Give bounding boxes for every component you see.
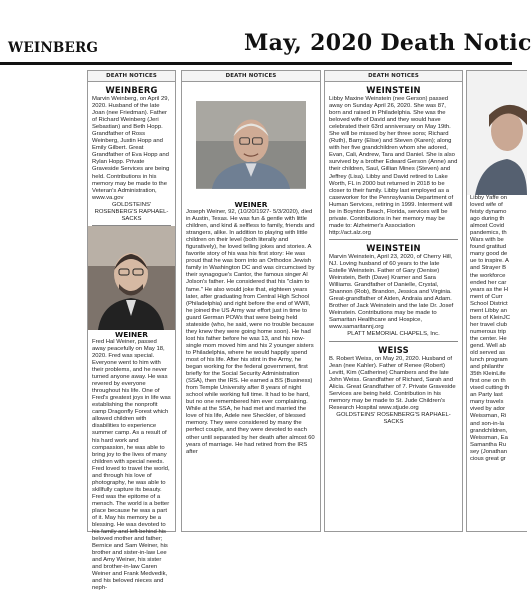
notice-column-4-partial [466,70,527,532]
funeral-home-signoff: PLATT MEMORIAL CHAPELS, Inc. [347,331,440,338]
clipped-text-line: and son-in-la [470,420,505,427]
clipped-text-line: found gratitud [470,244,507,251]
notice-heading-weinstein-marvin: WEINSTEIN [366,242,421,253]
clipped-text-line: Weissman, Ri [470,413,507,420]
clipped-text-line: old served as [470,350,506,357]
photo-caption: WEINER [234,200,268,209]
clipped-text-line: her travel club [470,321,507,328]
notice-column-1 [87,70,176,592]
section-strip: DEATH NOTICES [88,71,175,82]
clipped-text-line: vived by ador [470,406,506,413]
notice-body-partial [467,195,527,463]
notice-heading-weinberg: WEINBERG [105,85,158,95]
notice-body-fred-weiner: Fred Hal Weiner, passed away peacefully on May 18, 2020. Fred was special. Everyone went to him with their problems, and he never turned anyone away. He was revered by everyone throughout his life. One of Fred's greatest joys in life was establishing the nonprofit camp Dragonfly Forest which allowed children with disabilities to experience summer camp. As a result of his hard work and compassion, he was able to bring joy to the lives of many children with special needs. Fred loved to travel the world, and through his love of photography, he was able to skillfully capture its beauty. Fred was the epitome of a mensch. The world is a better place because he was a part of it. May his memory be a blessing. He was devoted to his family and left behind his beloved mother and father; Bernice and Sam Weiner, his brother and sister-in-law Lee and Amy Weiner, his sister and brother-in-law Caren Weiner and Frank Medvedik, and his beloved nieces and neph- [92,338,171,592]
clipped-text-line: Weissman, Ea [470,434,508,441]
notice-divider [329,239,458,240]
portrait-photo-joseph-weiner [196,90,306,200]
clipped-text-line: gend. Well ab [470,342,506,349]
section-strip: DEATH NOTICES [182,71,320,82]
notice-column-3 [324,70,463,532]
notice-body-joseph-weiner: Joseph Weiner, 92, (10/20/1927- 5/3/2020), died in Austin, Texas. He was fun & gentle with little children, and kind & selfless to family, friends and strangers, alike. In addition to playing with little children on their level (both literally and figuratively), he loved telling jokes and stories. A favorite story of his was his first story: He was proud that he was born into an Orthodox Jewish family in Washington DC and was circumcised by their synagogue's Cantor, the famous singer Al Jolson's father. He considered that his "claim to fame." He also would joke that, eighteen years later, after graduating from Central High School (Philadelphia) and right before the end of WWII, he joined the US Army war effort just in time to guard German POWs that were being held stateside (who, he said, were no trouble because they knew they were going home soon). He had lost his father before he was 13, and his now-single mom moved him and his 2 younger sisters to Philadelphia, where he would happily spend most of his life. After his stint in the Army, he began working for the federal government, first briefly for the Social Security Administration (SSA), then the IRS. He earned a BS (Business) from Temple University after 8 years of night school while working full time. It had to be hard, but no one remembered him ever complaining. While at the SSA, he had met and married the love of his life, Adele nee Sheckler, of blessed memory. They were considered by many the perfect couple, and they were devoted to each other until separated by her death after almost 60 years of marriage. He had retired from the IRS after [186,209,315,455]
clipped-text-line: ment of Curr [470,293,503,300]
clipped-text-line: grandchildren, [470,427,508,434]
header-rule [0,62,512,65]
clipped-text-line: ment Libby an [470,307,508,314]
clipped-text-line: Samantha Ru [470,441,507,448]
notice-column-2 [181,70,321,532]
clipped-text-line: ago during th [470,216,505,223]
clipped-text-line: years as the H [470,286,508,293]
clipped-text-line: cious great gr [470,455,506,462]
clipped-text-line: numerous trip [470,328,507,335]
photo-caption: WEINER [115,329,148,339]
notice-divider [329,341,458,342]
clipped-text-line: the center. He [470,335,507,342]
funeral-home-signoff: GOLDSTEINS' ROSENBERG'S RAPHAEL-SACKS [336,411,451,425]
running-head-section: WEINBERG [8,40,99,56]
notice-heading-weiss: WEISS [378,344,409,355]
clipped-text-line: almost Covid [470,223,505,230]
clipped-text-line: sey (Jonathan [470,448,508,455]
clipped-text-line: ue to inspire. A [470,258,509,265]
clipped-text-line: pandemics, th [470,230,507,237]
funeral-home-signoff: GOLDSTEINS' ROSENBERG'S RAPHAEL-SACKS [94,201,169,222]
clipped-text-line: an Party last [470,392,503,399]
clipped-text-line: Wars with be [470,237,504,244]
clipped-text-line: and Strayer B [470,265,507,272]
clipped-text-line: the workforce [470,272,506,279]
notice-body-weinstein-marvin: Marvin Weinstein, April 23, 2020, of Cherry Hill, NJ. Loving husband of 60 years to the late Estelle Weinstein. Father of Gary (Denise) Weinstein, Beth (Dave) Kramer and Sara Williams. Grandfather of Danielle, Crystal, Shannon (Rob), Brandon, Jessica and Virginia. Great-grandfather of Aiden, Andraia and Adam. Brother of Jack Weinstein and the late Dr. Josef Weinstein. Contributions may be made to Samaritan Healthcare and Hospice, www.samaritannj.org [329,253,454,331]
portrait-photo-libby-yaffe [467,71,527,195]
page-title: May, 2020 Death Notic [244,30,532,56]
clipped-text-line: first one on th [470,378,506,385]
clipped-text-line: many good de [470,251,508,258]
clipped-text-line: ended her car [470,279,507,286]
notice-heading-weinstein-libby: WEINSTEIN [366,85,421,95]
notice-body-weinstein-libby: Libby Maxine Weinstein (nee Gerson) passed away on Sunday April 26, 2020. She was 87, born and raised in Philadelphia. She was the beloved wife of David and they would have celebrated their 63rd anniversary on May 19th. She will be missed by her three sons; Richard (Ruth), Barry (Elise) and Steven (Karen); along with her five grandchildren whom she adored, Evan, Cali, Andrew, Tara and Daniel. She is also survived by a brother Edward Gerson (Anne) and their children, Saul, Gillian Mines (Steven) and Jeffrey (Lisa). Libby and David retired to Lake Worth, FL in 2000 but returned in 2018 to be closer to their family. Libby last employed as a caseworker for the Pennsylvania Department of Human Services, retiring in 1999. Interment will be in Boynton Beach, Florida, services will be private. Contributions in her memory may be made to: Alzheimer's Association http://act.alz.org [329,96,458,236]
clipped-text-line: vised cutting th [470,385,510,392]
clipped-text-line: 35th KleinLife [470,371,506,378]
clipped-text-line: feisty dynamo [470,209,507,216]
clipped-text-line: bers of KleinJC [470,314,510,321]
clipped-text-line: lunch program [470,357,508,364]
notice-body-weinberg: Marvin Weinberg, on April 29, 2020. Husband of the late Joan (nee Friedman). Father of Richard Weinberg (Jeri Sebastian) and Beth Hopp. Grandfather of Ross Weinberg, Justin Hopp and Emily Gilbert. Great Grandfather of Eva Hopp and Rylan Hopp. Private Graveside Services are being held. Contributions in his memory may be made to the Veteran's Administration, www.va.gov [92,96,170,201]
section-strip: DEATH NOTICES [325,71,462,82]
clipped-text-line: Libby Yaffe on [470,195,508,201]
clipped-text-line: loved wife of [470,202,503,209]
clipped-text-line: and philanthr [470,364,505,371]
notice-body-weiss: B. Robert Weiss, on May 20, 2020. Husband of Jean (nee Kahler). Father of Renee (Robert) Levitt, Kim (Catherine) Chambers and the late John Weiss. Grandfather of Richard, Sarah and Alicia. Great Grandfather of 7. Private Graveside Services are being held. Contribution in his memory may be made to St. Jude Children's Research Hospital www.stjude.org [329,355,456,411]
clipped-text-line: many travels [470,399,504,406]
clipped-text-line: School District [470,300,508,307]
portrait-photo-fred-weiner [88,226,175,330]
